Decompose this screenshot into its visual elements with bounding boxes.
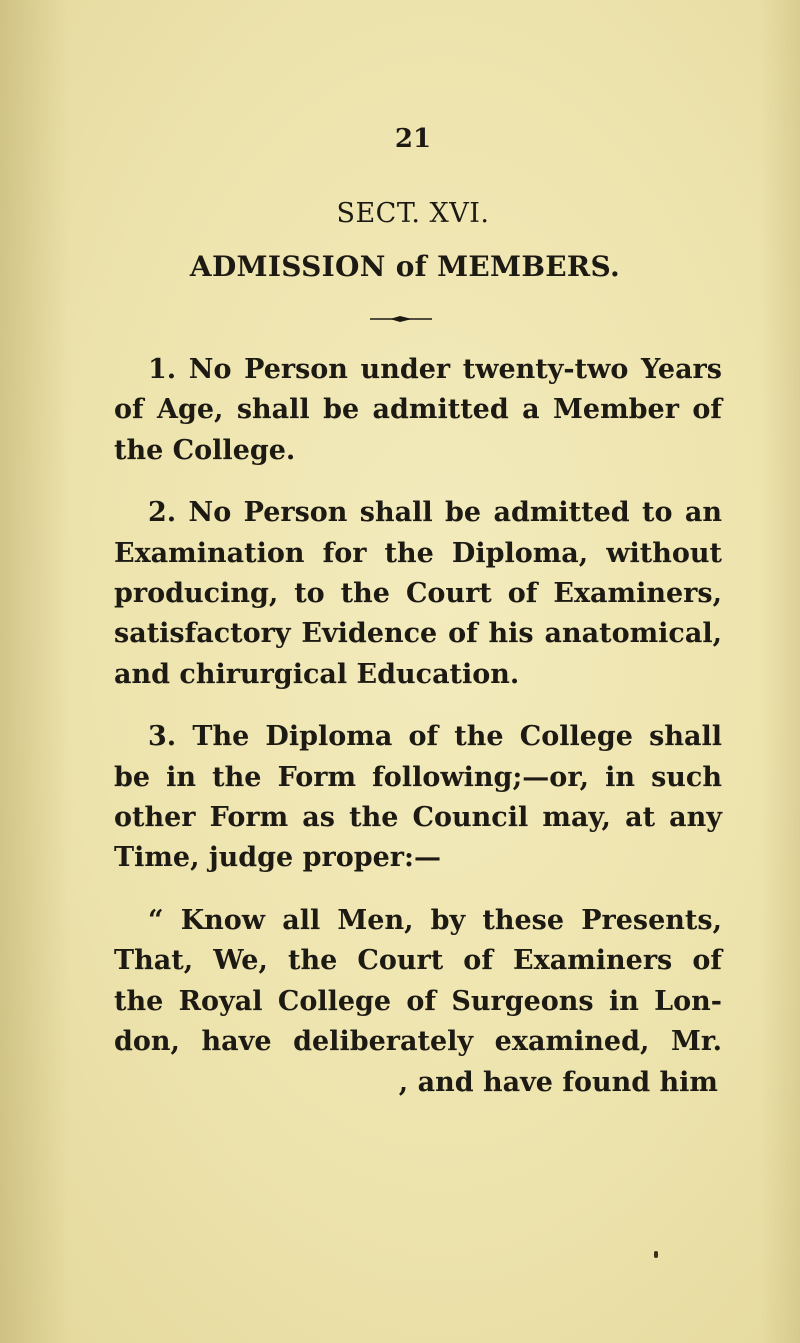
paragraph-line: 1. No Person under twenty-two Years [148, 354, 722, 385]
heading-of: of [395, 250, 428, 283]
section-title: SECT. XVI. [336, 198, 490, 229]
paragraph-line: don, have deliberately examined, Mr. [114, 1026, 722, 1058]
paragraph-3 [114, 717, 722, 879]
paragraph-2 [114, 493, 722, 695]
paragraph-line: and chirurgical Education. [114, 658, 520, 690]
paragraph-line: , and have found him [398, 1066, 718, 1098]
paragraph-line: That, We, the Court of Examiners of [114, 945, 722, 977]
paragraph-line: other Form as the Council may, at any [114, 802, 722, 834]
paragraph-4 [114, 901, 722, 1103]
body-text [114, 350, 722, 1125]
paragraph-line: 3. The Diploma of the College shall [148, 721, 722, 753]
rule-ornament-icon [368, 314, 434, 324]
paragraph-line: the Royal College of Surgeons in Lon- [114, 985, 722, 1017]
section-heading [0, 250, 800, 284]
paragraph-line: of Age, shall be admitted a Member of [114, 394, 722, 426]
heading-admission: ADMISSION [189, 250, 386, 283]
paragraph-line: Time, judge proper:— [114, 842, 441, 874]
heading-members: MEMBERS. [437, 250, 621, 283]
paragraph-line: be in the Form following;—or, in such [114, 761, 722, 793]
paragraph-line: Examination for the Diploma, without [114, 537, 722, 569]
paragraph-line: 2. No Person shall be admitted to an [148, 497, 722, 529]
paragraph-line: the College. [114, 434, 296, 466]
paragraph-line: satisfactory Evidence of his anatomical, [114, 618, 722, 650]
ink-speck [654, 1251, 658, 1258]
paragraph-line: producing, to the Court of Examiners, [114, 578, 722, 610]
paragraph-line: “ Know all Men, by these Presents, [148, 904, 722, 936]
page-number: 21 [394, 124, 432, 154]
paragraph-1 [114, 350, 722, 471]
